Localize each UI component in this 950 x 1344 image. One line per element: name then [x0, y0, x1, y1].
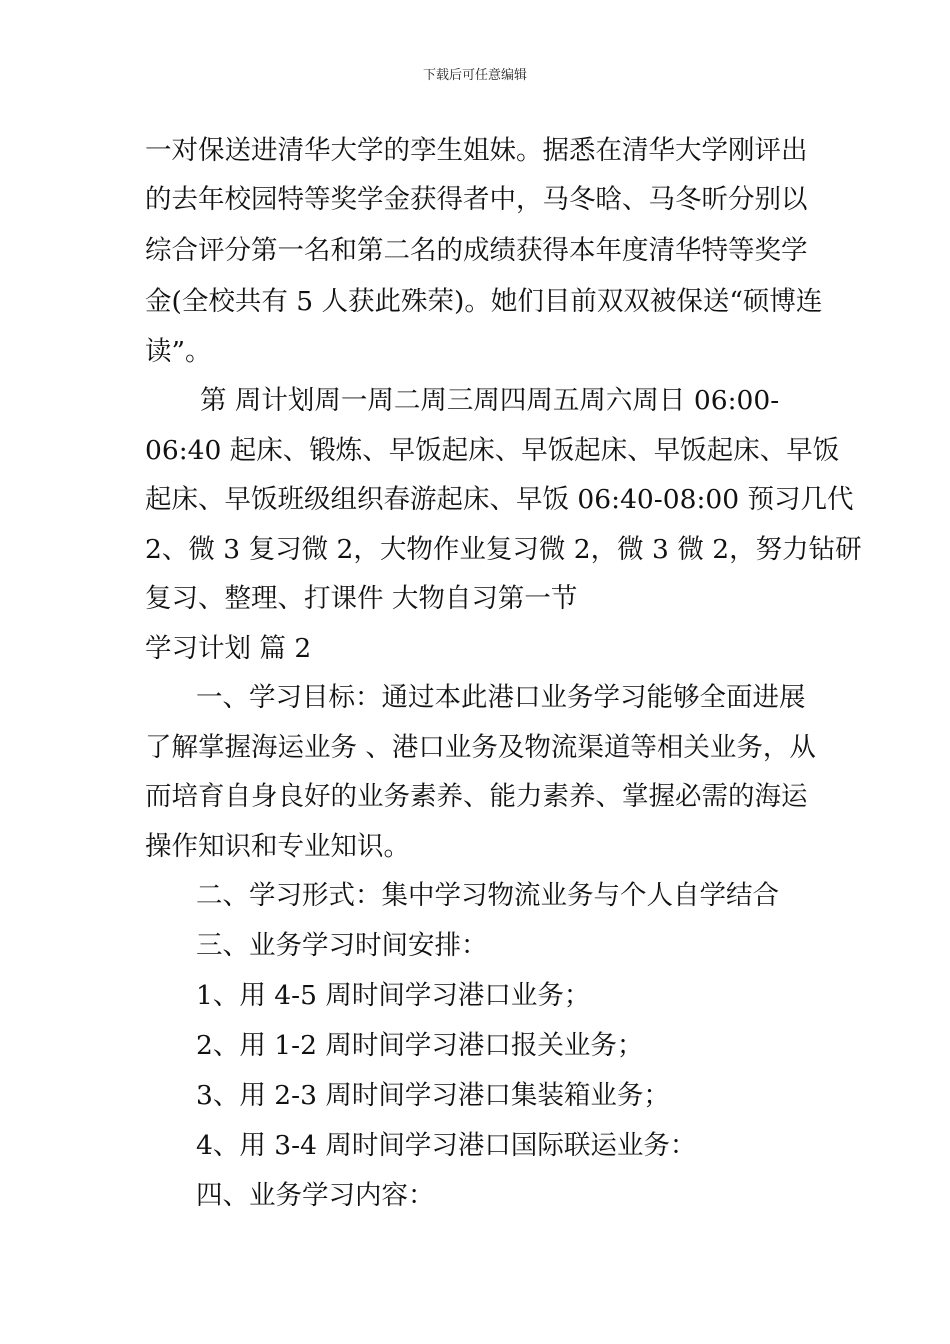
list-item: 二、学习形式：集中学习物流业务与个人自学结合 — [196, 880, 779, 911]
list-item: 2、用 1-2 周时间学习港口报关业务； — [196, 1030, 644, 1061]
text-line: 了解掌握海运业务 、港口业务及物流渠道等相关业务，从 — [145, 732, 816, 763]
text-line: 起床、早饭班级组织春游起床、早饭 06:40-08:00 预习几代 — [145, 484, 854, 515]
list-item: 1、用 4-5 周时间学习港口业务； — [196, 980, 591, 1011]
text-line: 一、学习目标：通过本此港口业务学习能够全面进展 — [196, 682, 806, 713]
text-line: 操作知识和专业知识。 — [145, 831, 410, 862]
text-line: 06:40 起床、锻炼、早饭起床、早饭起床、早饭起床、早饭 — [145, 435, 840, 466]
text-line: 复习、整理、打课件 大物自习第一节 — [145, 583, 578, 614]
text-line: 一对保送进清华大学的孪生姐妹。据悉在清华大学刚评出 — [145, 135, 808, 166]
list-item: 三、业务学习时间安排： — [196, 930, 488, 961]
text-line: 2、微 3 复习微 2，大物作业复习微 2，微 3 微 2，努力钻研 — [145, 534, 862, 565]
list-item: 3、用 2-3 周时间学习港口集装箱业务； — [196, 1080, 670, 1111]
text-line: 读”。 — [145, 336, 212, 367]
text-line: 第 周计划周一周二周三周四周五周六周日 06:00- — [200, 385, 780, 416]
list-item: 4、用 3-4 周时间学习港口国际联运业务： — [196, 1130, 697, 1161]
text-line: 综合评分第一名和第二名的成绩获得本年度清华特等奖学 — [145, 235, 808, 266]
text-line: 而培育自身良好的业务素养、能力素养、掌握必需的海运 — [145, 781, 808, 812]
text-line: 的去年校园特等奖学金获得者中，马冬晗、马冬昕分别以 — [145, 184, 808, 215]
page-header: 下载后可任意编辑 — [422, 68, 527, 83]
list-item: 四、业务学习内容： — [196, 1180, 435, 1211]
section-title: 学习计划 篇 2 — [145, 633, 312, 664]
text-line: 金(全校共有 5 人获此殊荣)。她们目前双双被保送“硕博连 — [145, 286, 823, 317]
